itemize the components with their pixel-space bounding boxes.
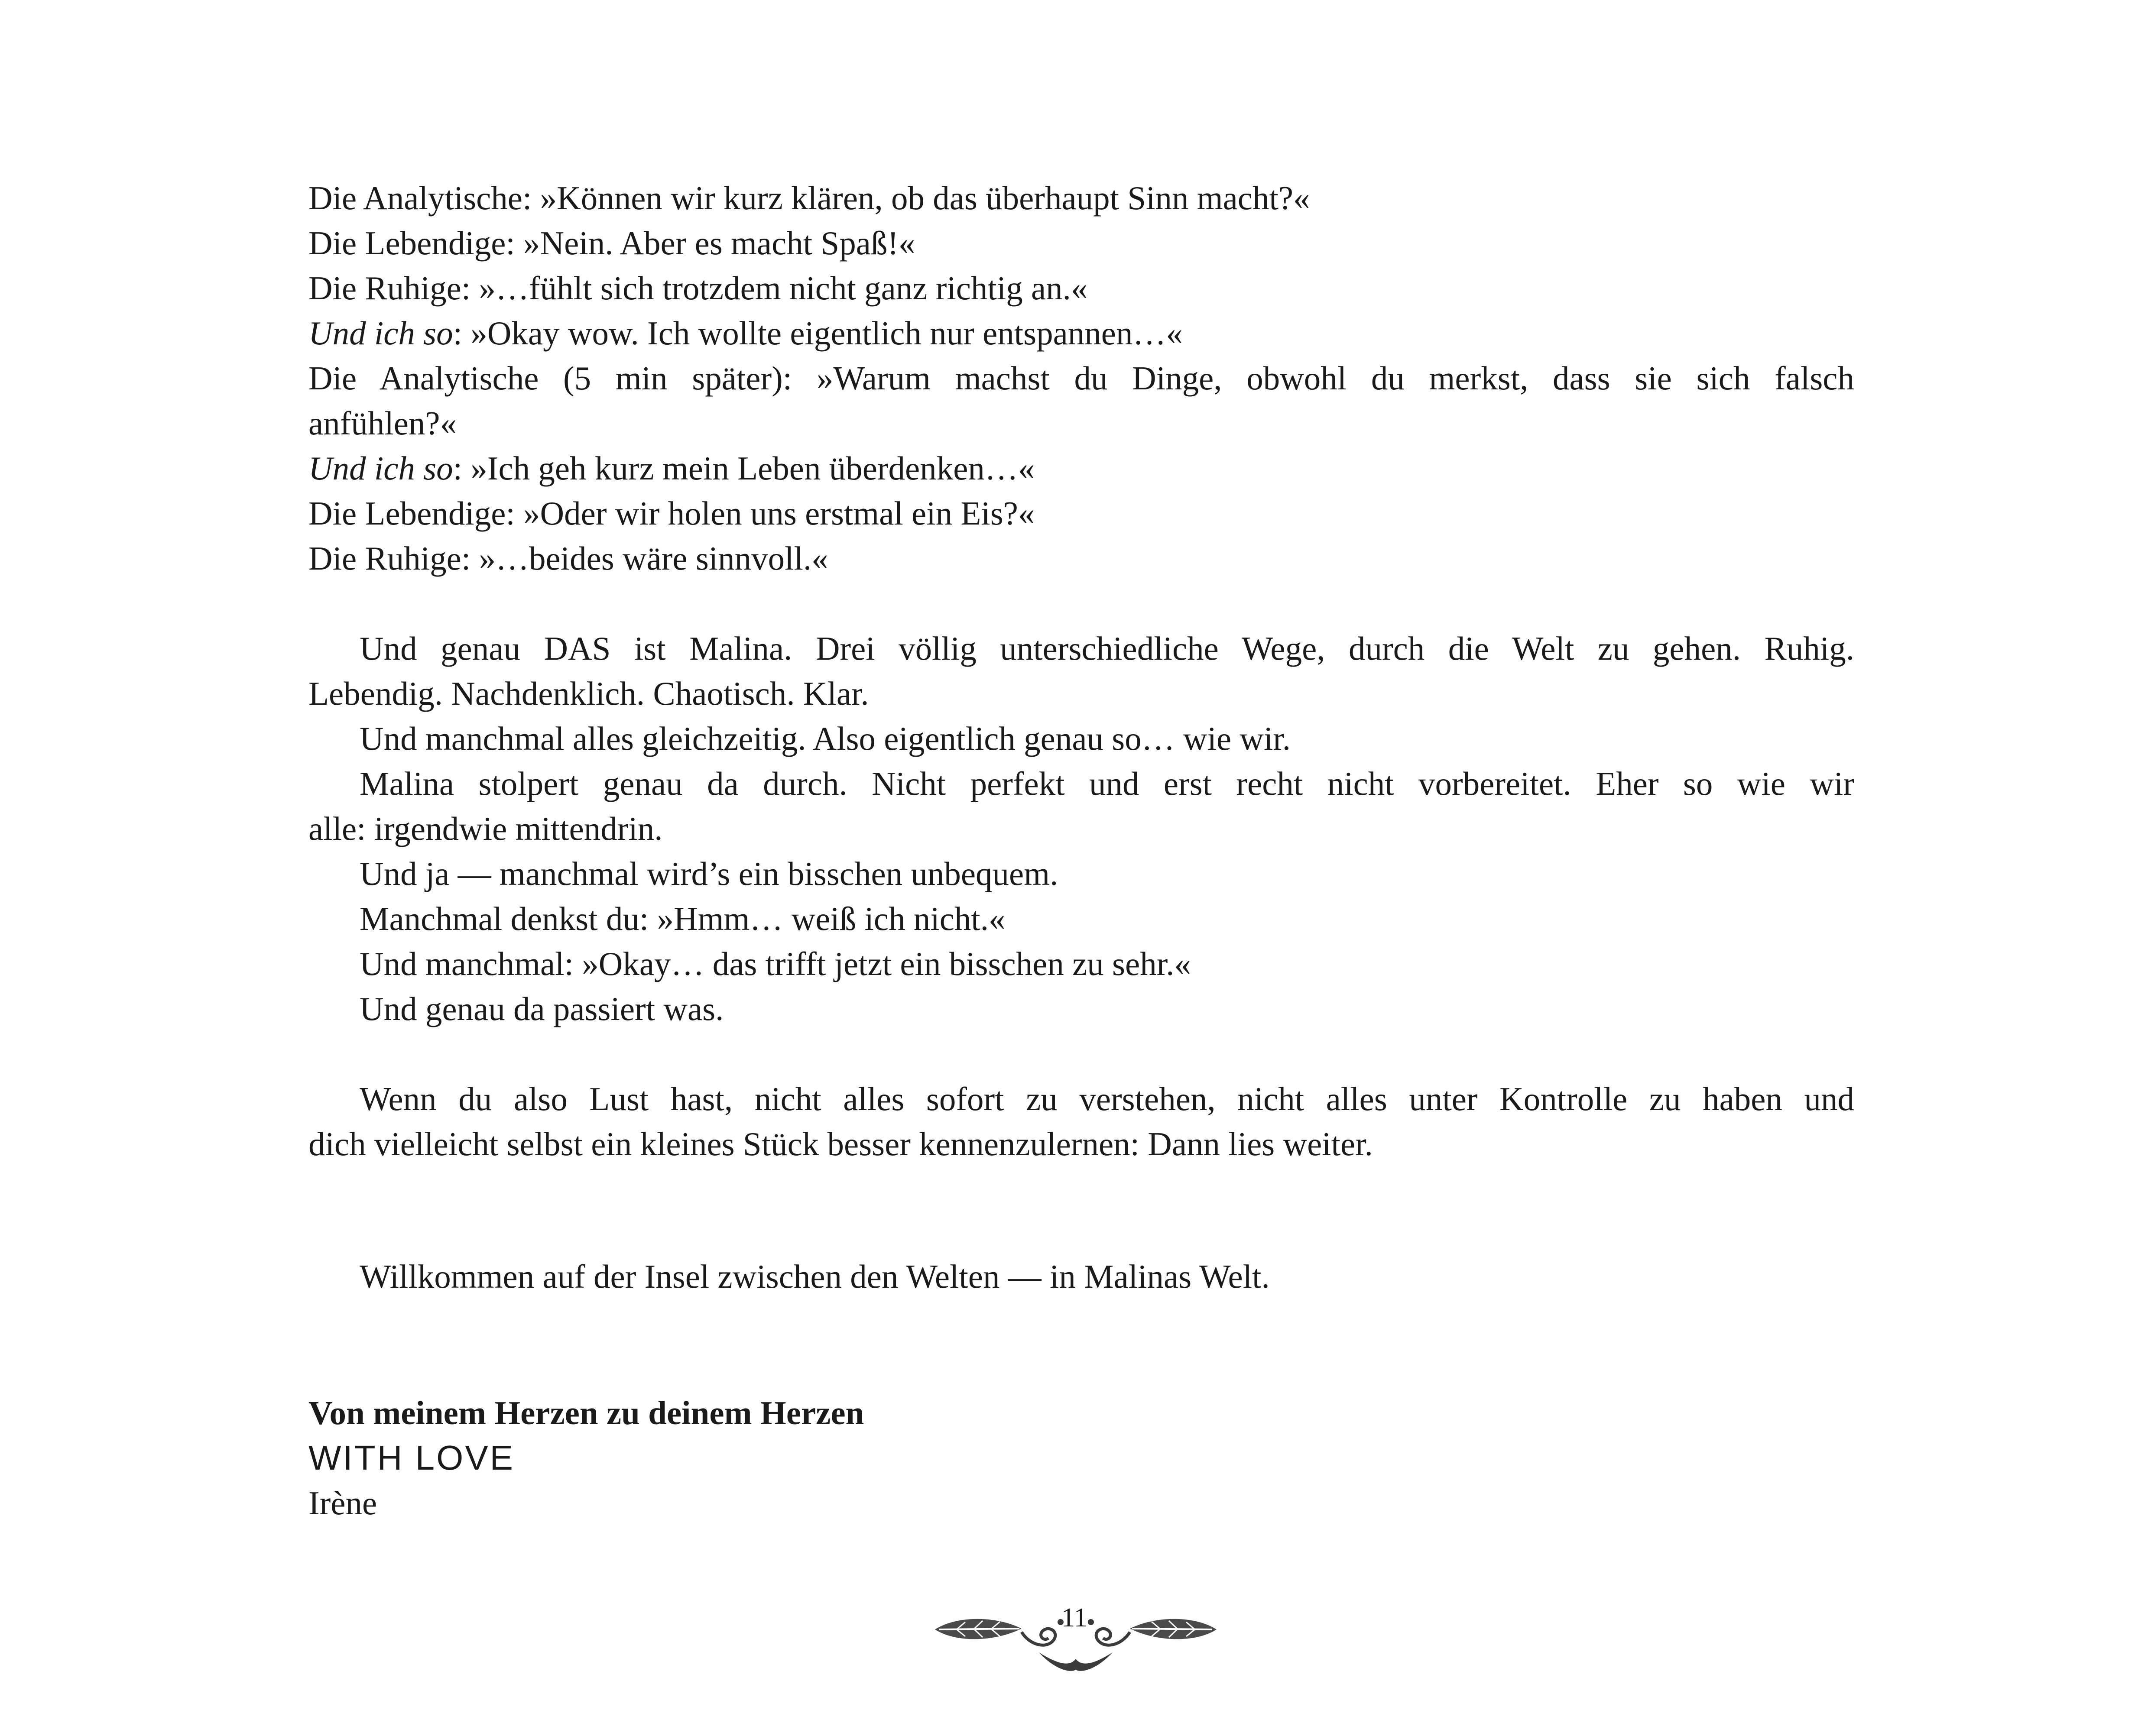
paragraph-line: Und ja — manchmal wird’s ein bisschen unbequem. <box>360 855 1058 892</box>
speaker-name: Die Analytische (5 min später) <box>308 360 783 397</box>
paragraph-line: dich vielleicht selbst ein kleines Stück besser kennenzulernen: Dann lies weiter. <box>308 1125 1373 1163</box>
dialogue-line <box>308 175 1854 220</box>
dialogue-line <box>308 356 1854 401</box>
dialogue-text: : »Warum machst du Dinge, obwohl du merkst, dass sie sich falsch <box>782 360 1854 397</box>
dialogue-line <box>308 220 1854 266</box>
dialogue-text: : »…beides wäre sinnvoll.« <box>461 540 828 577</box>
speaker-name: Und ich so <box>308 314 453 352</box>
heart-dedication: Von meinem Herzen zu deinem Herzen <box>308 1394 864 1432</box>
speaker-name: Die Lebendige <box>308 495 506 532</box>
paragraph-line: Und manchmal alles gleichzeitig. Also eigentlich genau so… wie wir. <box>360 720 1291 757</box>
dialogue-text: : »Ich geh kurz mein Leben überdenken…« <box>453 450 1035 487</box>
closing-block <box>308 1390 1854 1525</box>
dialogue-line <box>308 311 1854 356</box>
paragraph-line: alle: irgendwie mittendrin. <box>308 810 663 847</box>
dialogue-text: : »…fühlt sich trotzdem nicht ganz richtig an.« <box>461 269 1088 307</box>
author-signature: Irène <box>308 1484 377 1522</box>
paragraph-line: Und genau da passiert was. <box>360 990 724 1027</box>
dialogue-line <box>308 446 1854 491</box>
welcome-line: Willkommen auf der Insel zwischen den Welten — in Malinas Welt. <box>360 1258 1270 1295</box>
speaker-name: Die Ruhige <box>308 540 461 577</box>
paragraph-line: Lebendig. Nachdenklich. Chaotisch. Klar. <box>308 675 869 712</box>
paragraph-line: Manchmal denkst du: »Hmm… weiß ich nicht.« <box>360 900 1006 937</box>
dialogue-line <box>308 266 1854 311</box>
paragraph-line: Wenn du also Lust hast, nicht alles sofort zu verstehen, nicht alles unter Kontrolle zu haben und <box>360 1080 1854 1117</box>
invitation-paragraph <box>308 1076 1854 1166</box>
dialogue-text: : »Nein. Aber es macht Spaß!« <box>506 224 915 262</box>
welcome-paragraph <box>308 1254 1854 1299</box>
speaker-name: Die Ruhige <box>308 269 461 307</box>
with-love-heading: WITH LOVE <box>308 1438 515 1477</box>
dialogue-text: : »Oder wir holen uns erstmal ein Eis?« <box>506 495 1035 532</box>
dialogue-line <box>308 491 1854 536</box>
dialogue-continuation: anfühlen?« <box>308 405 457 442</box>
dialogue-block <box>308 175 1854 581</box>
paragraph-line: Und genau DAS ist Malina. Drei völlig unterschiedliche Wege, durch die Welt zu gehen. Ruhig. <box>360 630 1854 667</box>
dialogue-text: : »Okay wow. Ich wollte eigentlich nur entspannen…« <box>453 314 1183 352</box>
paragraph-line: Malina stolpert genau da durch. Nicht perfekt und erst recht nicht vorbereitet. Eher so wie wir <box>360 765 1854 802</box>
speaker-name: Und ich so <box>308 450 453 487</box>
page-number: 11 <box>1061 1603 1087 1632</box>
speaker-name: Die Lebendige <box>308 224 506 262</box>
paragraph-line: Und manchmal: »Okay… das trifft jetzt ein bisschen zu sehr.« <box>360 945 1191 982</box>
speaker-name: Die Analytische <box>308 179 522 217</box>
dialogue-line <box>308 536 1854 581</box>
body-paragraphs <box>308 626 1854 1031</box>
dialogue-text: : »Können wir kurz klären, ob das überhaupt Sinn macht?« <box>522 179 1310 217</box>
